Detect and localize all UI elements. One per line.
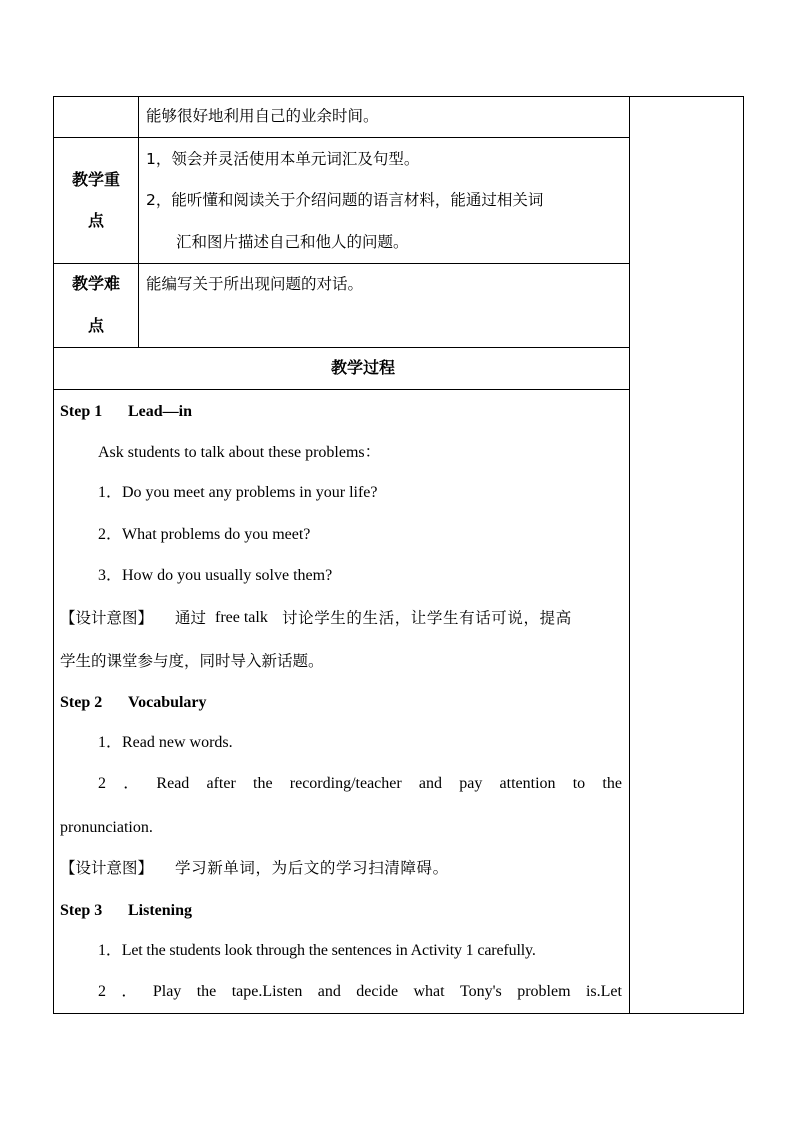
difficult-points-label-line1: 教学难: [71, 274, 120, 293]
word: is.Let: [585, 983, 622, 1000]
step1-intent-line1-part-a: 通过: [175, 609, 207, 627]
step1-title: Lead—in: [128, 403, 193, 420]
word: problem: [517, 983, 571, 1000]
step2-item-2-line2: pronunciation.: [60, 819, 153, 836]
row-separator-4: [53, 389, 630, 390]
word: pay: [459, 775, 483, 792]
word: the: [196, 983, 217, 1000]
step3-title: Listening: [128, 902, 193, 919]
key-point-item-1: 1，领会并灵活使用本单元词汇及句型。: [146, 150, 420, 168]
word: after: [206, 775, 236, 792]
step1-intro: Ask students to talk about these problems：: [98, 444, 381, 461]
step2-number: Step 2: [60, 694, 103, 711]
word: decide: [356, 983, 399, 1000]
step3-item-1: 1．Let the students look through the sentences in Activity 1 carefully.: [98, 942, 536, 959]
word: to: [572, 775, 586, 792]
step1-intent-line1-part-b: free talk: [215, 609, 268, 626]
word: Play: [152, 983, 182, 1000]
step1-number: Step 1: [60, 403, 103, 420]
word: 2: [98, 983, 106, 1000]
step2-item-1: 1．Read new words.: [98, 734, 233, 751]
word: the: [602, 775, 622, 792]
step2-title: Vocabulary: [128, 694, 207, 711]
step1-question-3: 3．How do you usually solve them?: [98, 567, 333, 584]
step1-intent-line1-part-c: 讨论学生的生活，让学生有话可说，提高: [282, 609, 572, 627]
word: and: [317, 983, 341, 1000]
table-main-right-border: [629, 96, 630, 1014]
row-separator-3: [53, 347, 630, 348]
word: attention: [499, 775, 556, 792]
word: ．: [121, 983, 138, 1000]
step1-intent-label: 【设计意图】: [60, 609, 154, 627]
difficult-points-label-line2: 点: [87, 316, 104, 335]
step2-item-2-line1: [98, 774, 622, 794]
step2-intent-text: 学习新单词，为后文的学习扫清障碍。: [175, 859, 449, 877]
key-points-label-line1: 教学重: [71, 170, 120, 189]
step1-intent-line2: 学生的课堂参与度，同时导入新话题。: [60, 652, 324, 670]
word: the: [253, 775, 273, 792]
table-bottom-border: [53, 1013, 744, 1014]
word: and: [418, 775, 443, 792]
word: ．: [123, 775, 140, 792]
objective-tail-text: 能够很好地利用自己的业余时间。: [146, 107, 379, 125]
step1-question-1: 1．Do you meet any problems in your life?: [98, 484, 378, 501]
word: recording/teacher: [289, 775, 402, 792]
step3-number: Step 3: [60, 902, 103, 919]
table-outer-right-border: [743, 96, 744, 1014]
key-point-item-2-line1: 2，能听懂和阅读关于介绍问题的语言材料，能通过相关词: [146, 191, 544, 209]
row-separator-2: [53, 263, 630, 264]
word: what: [413, 983, 445, 1000]
key-point-item-2-line2: 汇和图片描述自己和他人的问题。: [176, 233, 409, 251]
key-points-label-line2: 点: [87, 211, 104, 230]
word: 2: [98, 775, 106, 792]
table-top-border: [53, 96, 744, 97]
step3-item-2-line1: [98, 982, 622, 1002]
word: Tony's: [460, 983, 502, 1000]
difficult-points-text: 能编写关于所出现问题的对话。: [146, 275, 364, 293]
word: tape.Listen: [231, 983, 303, 1000]
word: Read: [156, 775, 190, 792]
row-separator-1: [53, 137, 630, 138]
step2-intent-label: 【设计意图】: [60, 859, 154, 877]
step1-question-2: 2．What problems do you meet?: [98, 526, 311, 543]
label-column-divider: [138, 96, 139, 347]
process-header: 教学过程: [331, 358, 396, 377]
